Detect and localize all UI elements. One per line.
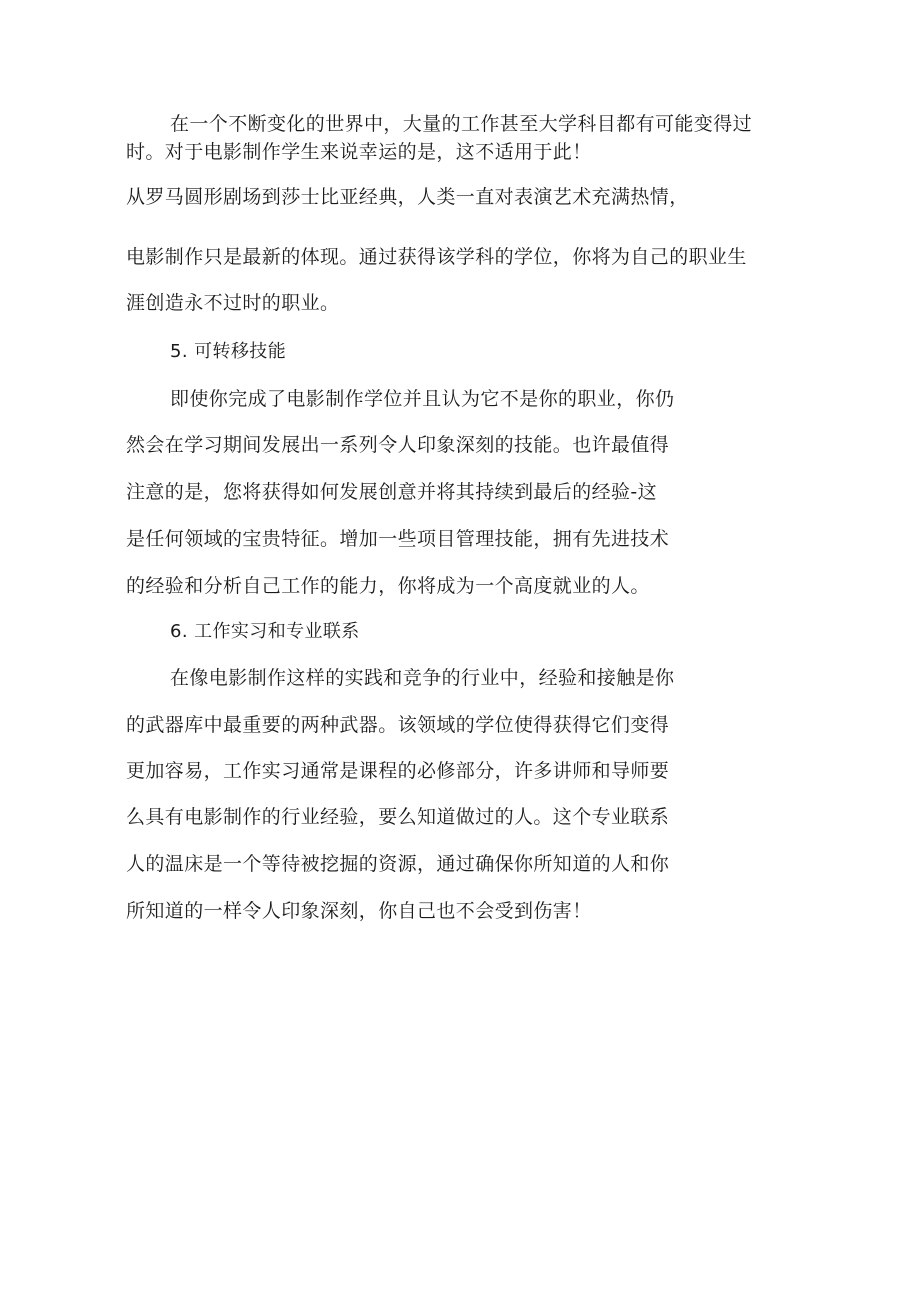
section-6-heading: 6. 工作实习和专业联系: [170, 621, 360, 642]
section-6-line: 人的温床是一个等待被挖掘的资源，通过确保你所知道的人和你: [126, 853, 670, 875]
section-5-line: 然会在学习期间发展出一系列令人印象深刻的技能。也许最值得: [126, 434, 670, 456]
intro-line-2: 时。对于电影制作学生来说幸运的是，这不适用于此！: [126, 141, 592, 163]
section-6-line: 更加容易，工作实习通常是课程的必修部分，许多讲师和导师要: [126, 760, 670, 782]
section-6-line: 所知道的一样令人印象深刻，你自己也不会受到伤害！: [126, 900, 592, 922]
section-5-heading: 5. 可转移技能: [170, 341, 287, 362]
section-6-line: 的武器库中最重要的两种武器。该领域的学位使得获得它们变得: [126, 714, 670, 736]
section-5-line: 的经验和分析自己工作的能力，你将成为一个高度就业的人。: [126, 575, 650, 597]
section-5-line: 是任何领域的宝贵特征。增加一些项目管理技能，拥有先进技术: [126, 528, 670, 550]
intro-line-1: 在一个不断变化的世界中，大量的工作甚至大学科目都有可能变得过: [170, 113, 753, 135]
intro-line-3: 从罗马圆形剧场到莎士比亚经典，人类一直对表演艺术充满热情，: [126, 186, 689, 208]
section-6-line: 么具有电影制作的行业经验，要么知道做过的人。这个专业联系: [126, 806, 670, 828]
section-5-line: 即使你完成了电影制作学位并且认为它不是你的职业，你仍: [170, 388, 675, 410]
section-5-line: 注意的是，您将获得如何发展创意并将其持续到最后的经验-这: [126, 481, 658, 503]
section-6-line: 在像电影制作这样的实践和竞争的行业中，经验和接触是你: [170, 667, 675, 689]
intro-line-5: 涯创造永不过时的职业。: [126, 292, 340, 314]
intro-line-4: 电影制作只是最新的体现。通过获得该学科的学位，你将为自己的职业生: [126, 246, 747, 268]
